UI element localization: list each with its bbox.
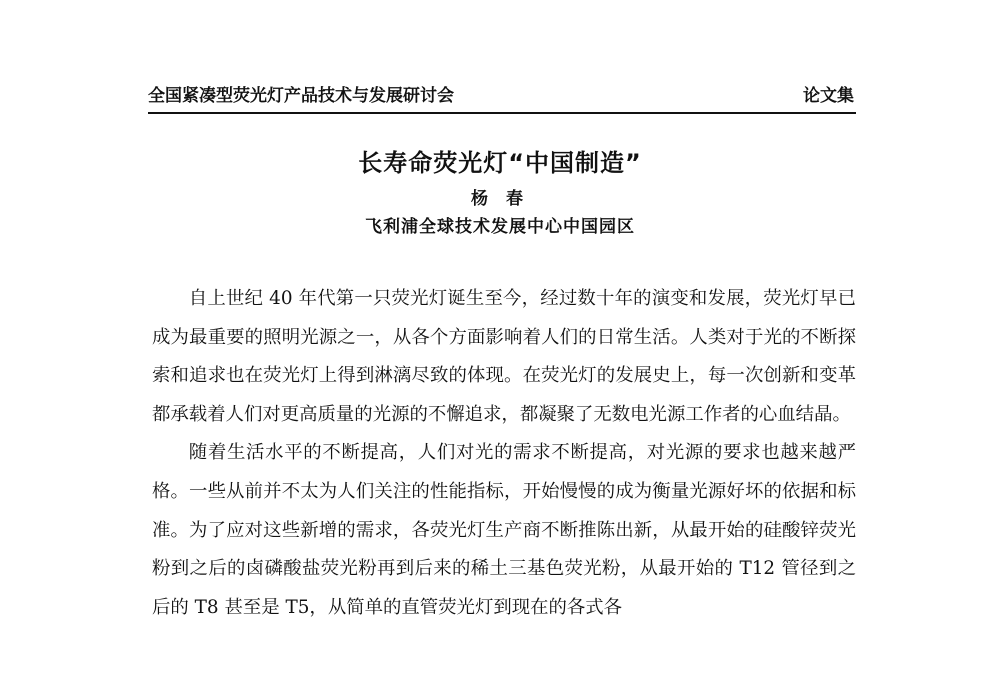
running-header-right: 论文集 (803, 86, 854, 106)
running-header (148, 84, 854, 112)
body-paragraph-1: 自上世纪 40 年代第一只荧光灯诞生至今，经过数十年的演变和发展，荧光灯早已成为最重要的照明光源之一，从各个方面影响着人们的日常生活。人类对于光的不断探索和追求也在荧光灯上得到淋漓尽致的体现。在荧光灯的发展史上，每一次创新和变革都承载着人们对更高质量的光源的不懈追求，都凝聚了无数电光源工作者的心血结晶。 (152, 288, 856, 425)
article-author: 杨 春 (471, 189, 529, 209)
header-rule (148, 112, 856, 114)
article-affiliation: 飞利浦全球技术发展中心中国园区 (365, 217, 635, 237)
article-body (152, 280, 856, 627)
body-paragraph-2: 随着生活水平的不断提高，人们对光的需求不断提高，对光源的要求也越来越严格。一些从前并不太为人们关注的性能指标，开始慢慢的成为衡量光源好坏的依据和标准。为了应对这些新增的需求，各荧光灯生产商不断推陈出新，从最开始的硅酸锌荧光粉到之后的卤磷酸盐荧光粉再到后来的稀土三基色荧光粉，从最开始的 T12 管径到之后的 T8 甚至是 T5，从简单的直管荧光灯到现在的各式各 (152, 442, 856, 618)
article-title: 长寿命荧光灯“中国制造” (358, 149, 642, 177)
running-header-left: 全国紧凑型荧光灯产品技术与发展研讨会 (148, 86, 454, 106)
